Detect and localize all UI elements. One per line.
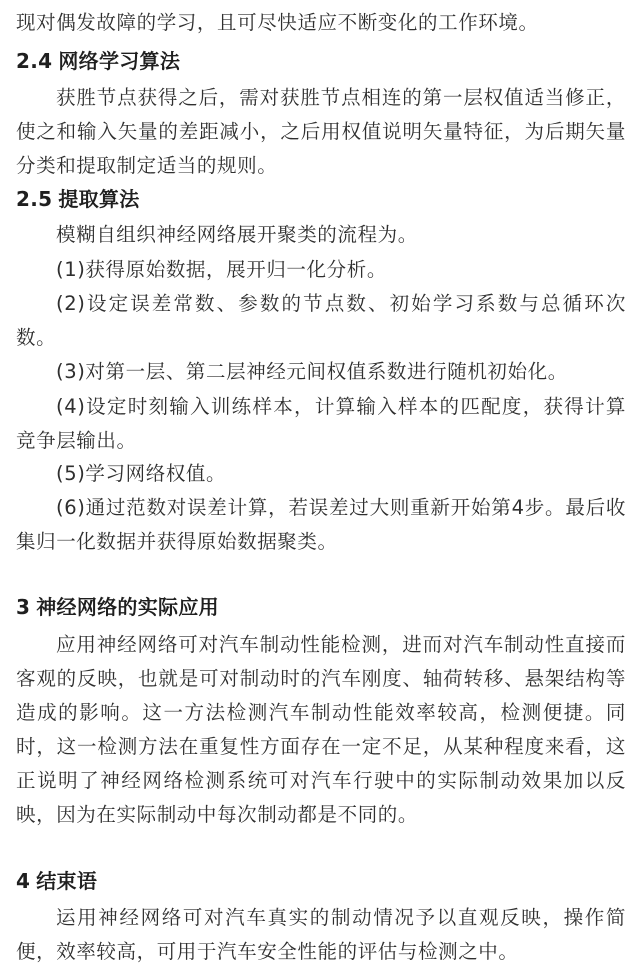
step-item: (2)设定误差常数、参数的节点数、初始学习系数与总循环次数。 [16,292,626,349]
section-title: 结束语 [36,869,98,893]
section-2-5-intro: 模糊自组织神经网络展开聚类的流程为。 [56,223,418,246]
section-3-paragraph: 应用神经网络可对汽车制动性能检测，进而对汽车制动性直接而客观的反映，也就是可对制动时的汽车刚度、轴荷转移、悬架结构等造成的影响。这一方法检测汽车制动性能效率较高，检测便捷。同时，这一检测方法在重复性方面存在一定不足，从某种程度来看，这正说明了神经网络检测系统可对汽车行驶中的实际制动效果加以反映，因为在实际制动中每次制动都是不同的。 [16,633,626,826]
section-4-paragraph: 运用神经网络可对汽车真实的制动情况予以直观反映，操作简便，效率较高，可用于汽车安全性能的评估与检测之中。 [16,906,626,963]
section-number: 3 [16,595,31,619]
section-2-4-paragraph: 获胜节点获得之后，需对获胜节点相连的第一层权值适当修正，使之和输入矢量的差距减小，之后用权值说明矢量特征，为后期矢量分类和提取制定适当的规则。 [16,86,626,177]
section-number: 2.4 [16,49,53,73]
section-number: 2.5 [16,187,53,211]
section-title: 神经网络的实际应用 [36,595,219,619]
section-title: 网络学习算法 [58,49,181,73]
section-title: 提取算法 [58,187,140,211]
step-item: (4)设定时刻输入训练样本，计算输入样本的匹配度，获得计算竞争层输出。 [16,395,626,452]
section-number: 4 [16,869,31,893]
section-4-heading [16,866,97,896]
step-item: (6)通过范数对误差计算，若误差过大则重新开始第4步。最后收集归一化数据并获得原始数据聚类。 [16,496,626,553]
section-3-heading [16,592,219,622]
step-item: (3)对第一层、第二层神经元间权值系数进行随机初始化。 [56,360,568,383]
step-item: (1)获得原始数据，展开归一化分析。 [56,258,387,281]
intro-line: 现对偶发故障的学习，且可尽快适应不断变化的工作环境。 [16,11,539,34]
step-item: (5)学习网络权值。 [56,462,227,485]
section-2-5-heading [16,184,140,214]
section-2-4-heading [16,46,180,76]
